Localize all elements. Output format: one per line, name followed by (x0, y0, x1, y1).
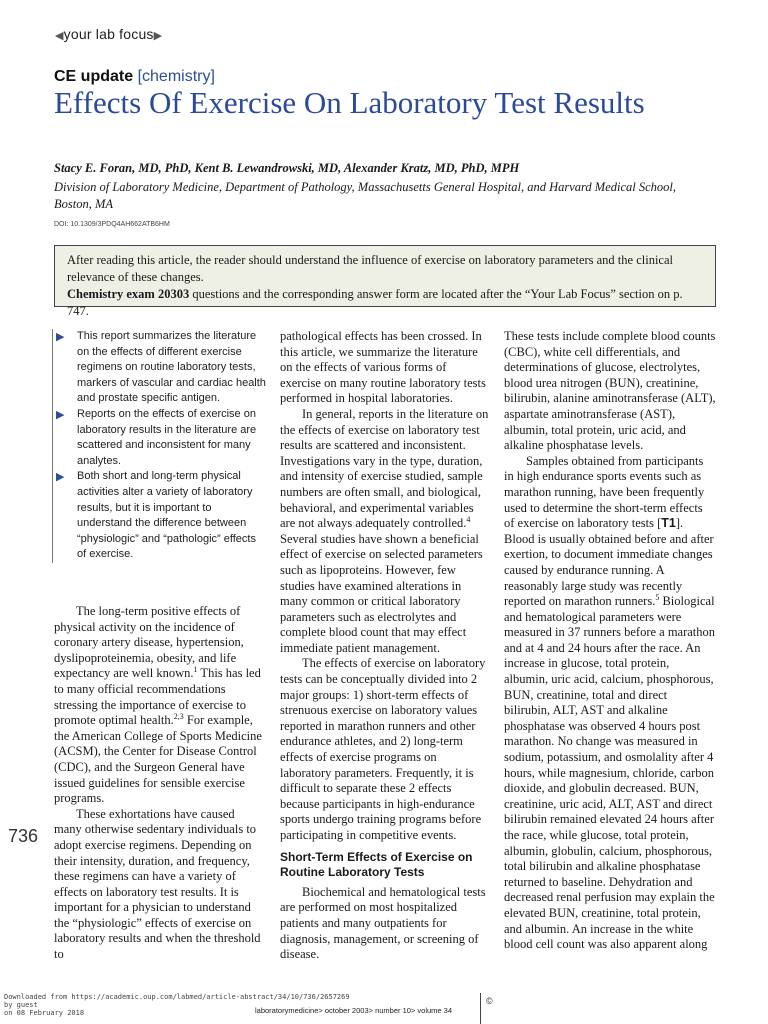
summary-bullet (56, 407, 266, 469)
exam-text: questions and the corresponding answer form are located after the “Your Lab Focus” section on p. 747. (67, 287, 683, 318)
journal-footer: laboratorymedicine> october 2003> number 10> volume 34 (255, 1006, 452, 1015)
affiliation: Division of Laboratory Medicine, Department of Pathology, Massachusetts General Hospital, and Harvard Medical School, Boston, MA (54, 180, 677, 211)
doi: DOI: 10.1309/3PDQ4AH662ATB6HM (54, 221, 170, 228)
paragraph: The effects of exercise on laboratory tests can be conceptually divided into 2 major groups: 1) short-term effects of strenuous exercise on laboratory values reported in marathon runners and other endurance athletes, and 2) long-term effects of exercise programs on laboratory parameters. Frequently, it is difficult to separate these 2 effects because participants in high-endurance sports undergo training programs before participating in competitive events. (280, 656, 486, 842)
bullet-text: Both short and long-term physical activities alter a variety of laboratory results, but it is important to understand the difference between “physiologic” and “pathologic” effects of exercise. (77, 470, 256, 561)
download-notice: Downloaded from https://academic.oup.com/labmed/article-abstract/34/10/736/2657269 by guest on 08 February 2018 (4, 993, 350, 1017)
paragraph: pathological effects has been crossed. In this article, we summarize the literature on the effects of various forms of exercise on many routine laboratory tests performed in hospital laboratories. (280, 329, 486, 406)
copyright-icon: © (486, 996, 493, 1006)
article-title: Effects Of Exercise On Laboratory Test Results (54, 85, 645, 120)
table-reference-link[interactable]: T1 (661, 516, 676, 531)
exam-label: Chemistry exam 20303 (67, 287, 190, 301)
citation: 5 (655, 592, 660, 602)
paragraph: These tests include complete blood counts (CBC), white cell differentials, and determinations of glucose, electrolytes, blood urea nitrogen (BUN), creatinine, bilirubin, alanine aminotransferase (ALT), aspartate aminotransferase (AST), albumin, total protein, uric acid, and alkaline phosphatase levels. (504, 329, 716, 453)
ce-category: [chemistry] (137, 68, 215, 85)
bullet-text: This report summarizes the literature on the effects of different exercise regimens on routine laboratory tests, markers of vascular and cardiac health and prostate specific antigen. (77, 330, 266, 405)
bullet-arrow-icon: ▶ (56, 408, 65, 421)
summary-bullet (56, 329, 266, 407)
summary-bullet (56, 469, 266, 563)
bullet-arrow-icon: ▶ (56, 471, 65, 484)
section-heading: Short-Term Effects of Exercise on Routine Laboratory Tests (280, 849, 473, 880)
left-arrow-icon: ◀ (55, 30, 64, 42)
citation: 4 (466, 514, 471, 524)
paragraph: These exhortations have caused many otherwise sedentary individuals to adopt exercise regimens. Depending on their intensity, duration, and frequency, these regimens can have a variety of effects on laboratory test results. It is important for a physician to understand the “physiologic” effects of exercise on laboratory results and when the threshold to (54, 806, 261, 962)
body-column-2 (280, 329, 490, 963)
authors: Stacy E. Foran, MD, PhD, Kent B. Lewandrowski, MD, Alexander Kratz, MD, PhD, MPH (54, 161, 520, 175)
summary-bullets (52, 329, 266, 563)
objective-text: After reading this article, the reader should understand the influence of exercise on laboratory parameters and the clinical relevance of these changes. (67, 253, 673, 284)
section-label: your lab focus (63, 26, 154, 42)
ce-update-label (54, 68, 215, 86)
citation: 2,3 (173, 712, 184, 721)
page-number: 736 (8, 826, 39, 846)
citation: 1 (193, 665, 198, 675)
footer-divider (480, 993, 481, 1024)
bullet-arrow-icon: ▶ (56, 331, 65, 343)
right-arrow-icon: ▶ (153, 30, 163, 42)
section-header (55, 26, 162, 42)
body-column-3 (504, 329, 716, 953)
paragraph: In general, reports in the literature on the effects of exercise on laboratory test results are scattered and inconsistent. Investigations vary in the type, duration, and intensity of exercise studied, sample numbers are often small, and biological, behavioral, and experimental variables are not always adequately controlled.$^4$ Several studies have shown a beneficial effect of exercise on selected parameters such as lipoproteins. However, few studies have examined alterations in many common or critical laboratory parameters such as electrolytes and complete blood count that may effect immediate patient management. (280, 406, 489, 655)
body-column-1 (54, 604, 264, 963)
paragraph: The long-term positive effects of physical activity on the incidence of coronary artery disease, hypertension, dyslipoproteinemia, obesity, and life expectancy are well known.$^1$ This has led to many official recommendations stressing the importance of exercise to promote optimal health.$^{2,3}$ For example, the American College of Sports Medicine (ACSM), the Center for Disease Control (CDC), and the Surgeon General have issued guidelines for sensible exercise programs. (54, 604, 262, 806)
ce-label: CE update (54, 68, 134, 85)
bullet-text: Reports on the effects of exercise on laboratory results in the literature are scattered and inconsistent for many analytes. (77, 407, 257, 467)
paragraph: Biochemical and hematological tests are performed on most hospitalized patients and many outpatients for diagnosis, management, or screening of disease. (280, 884, 486, 962)
learning-objective-box (54, 245, 716, 318)
paragraph: Samples obtained from participants in high endurance sports events such as marathon running, have been frequently used to determine the short-term effects of exercise on laboratory tests [T1]. Blood is usually obtained before and after exertion, to document immediate changes caused by endurance running. A reasonably large study was recently reported on marathon runners.$^5$ Biological and hematological parameters were measured in 37 runners before a marathon and at 4 and 24 hours after the race. An increase in glucose, total protein, albumin, uric acid, calcium, phosphorous, BUN, creatinine, total and direct bilirubin, ALT, AST and alkaline phosphatase was observed 4 hours post marathon. No change was measured in sodium, potassium, and osmolality after 4 hours, while magnesium, chloride, carbon dioxide, and globulin decreased. BUN, creatinine, uric acid, ALT, AST and direct bilirubin remained elevated 24 hours after the race, while glucose, total protein, albumin, globulin, calcium, phosphorous, total bilirubin and alkaline phosphatase returned to baseline. Dehydration and decreased renal perfusion may explain the elevated BUN, creatinine, total protein, and albumin. An increase in the white blood cell count was also apparent along (504, 453, 716, 952)
